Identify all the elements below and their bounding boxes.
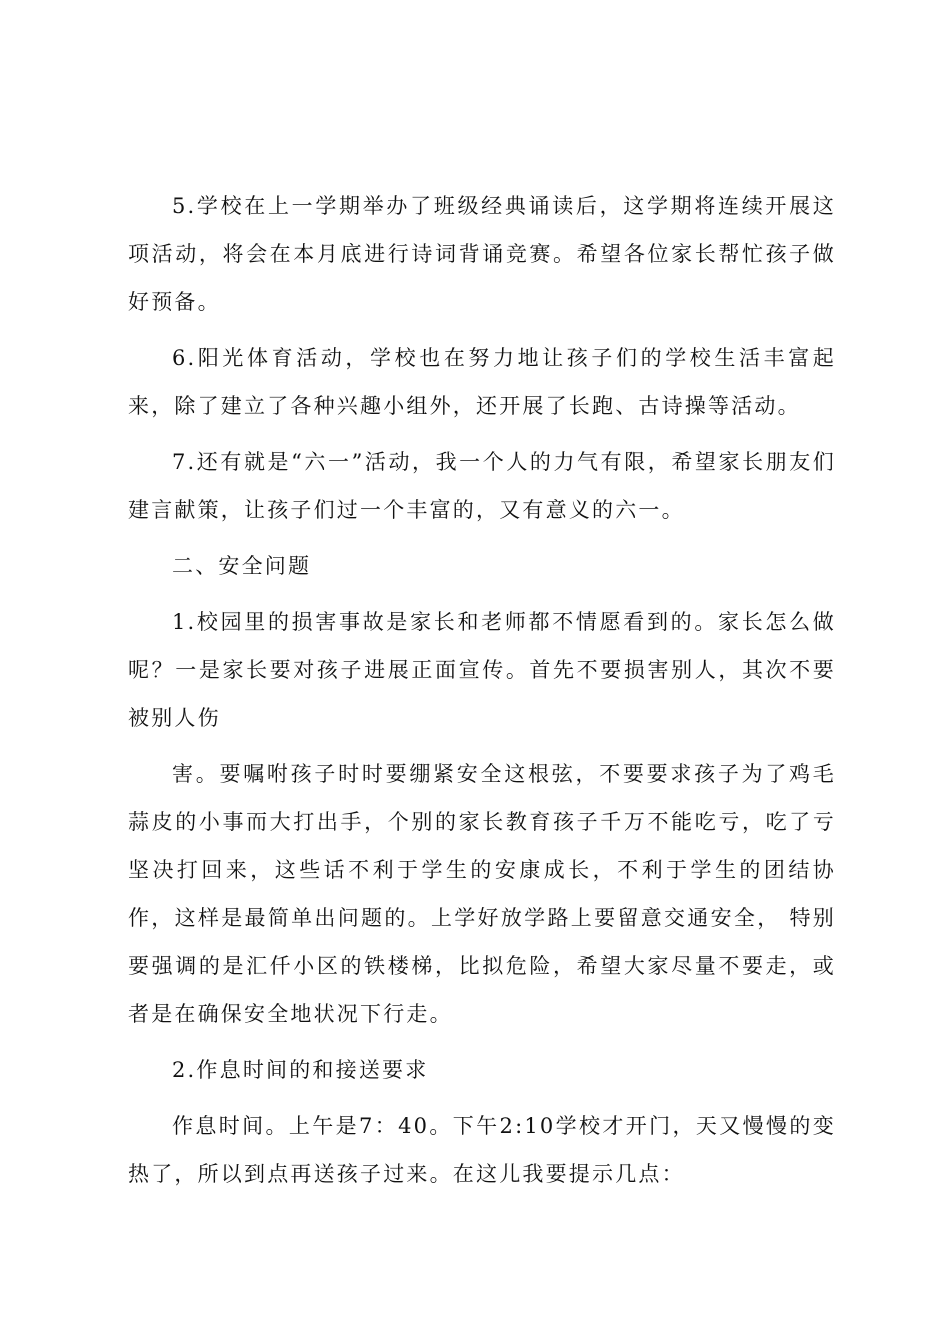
section-heading-safety: 二、安全问题: [172, 554, 312, 578]
schedule-paragraph: 作息时间。上午是7：40。下午2:10学校才开门，天又慢慢的变热了，所以到点再送孩子过来。在这儿我要提示几点：: [128, 1114, 836, 1186]
paragraph-item-7: 7.还有就是“六一”活动，我一个人的力气有限，希望家长朋友们建言献策，让孩子们过一个丰富的，又有意义的六一。: [128, 450, 836, 522]
document-body: [128, 182, 836, 1198]
safety-item-1-continued: 害。要嘱咐孩子时时要绷紧安全这根弦，不要要求孩子为了鸡毛蒜皮的小事而大打出手，个别的家长教育孩子千万不能吃亏，吃了亏坚决打回来，这些话不利于学生的安康成长，不利于学生的团结协作，这样是最简单出问题的。上学好放学路上要留意交通安全， 特别要强调的是汇仟小区的铁楼梯，比拟危险，希望大家尽量不要走，或者是在确保安全地状况下行走。: [128, 762, 836, 1026]
paragraph-item-5: 5.学校在上一学期举办了班级经典诵读后，这学期将连续开展这项活动，将会在本月底进行诗词背诵竞赛。希望各位家长帮忙孩子做好预备。: [128, 194, 836, 314]
paragraph-item-6: 6.阳光体育活动，学校也在努力地让孩子们的学校生活丰富起来，除了建立了各种兴趣小组外，还开展了长跑、古诗操等活动。: [128, 346, 836, 418]
safety-item-2-title: 2.作息时间的和接送要求: [172, 1058, 429, 1082]
safety-item-1: 1.校园里的损害事故是家长和老师都不情愿看到的。家长怎么做呢？一是家长要对孩子进展正面宣传。首先不要损害别人，其次不要被别人伤: [128, 610, 836, 730]
